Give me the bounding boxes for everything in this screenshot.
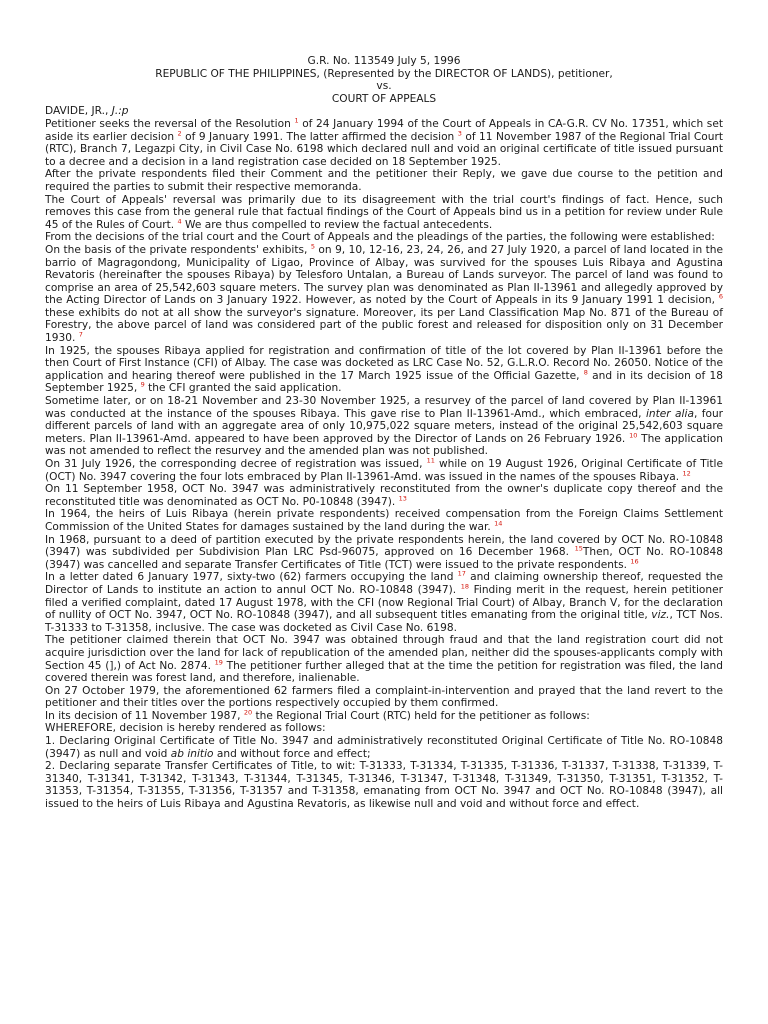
paragraph [45, 194, 723, 232]
footnote-ref[interactable]: 2 [177, 129, 182, 138]
petitioner-line: REPUBLIC OF THE PHILIPPINES, (Represented by the DIRECTOR OF LANDS), petitioner, [155, 67, 613, 80]
text-run: On the basis of the private respondents' exhibits, [45, 243, 311, 256]
paragraph [45, 118, 723, 168]
case-header [45, 55, 723, 105]
paragraph [45, 508, 723, 533]
footnote-ref[interactable]: 3 [457, 129, 462, 138]
italic-text: viz. [651, 609, 670, 622]
paragraph [45, 395, 723, 458]
text-run: and in its decision of 18 September 1925, [45, 369, 723, 395]
text-run: , four different parcels of land with an aggregate area of only 10,975,022 square meters, instead of the original 25,542,603 square meters. Plan II-13961-Amd. appeared to have been approved by the Director of Lands on 26 February 1926. [45, 407, 724, 445]
paragraph [45, 231, 723, 244]
footnote-ref[interactable]: 18 [460, 582, 470, 591]
text-run: Sometime later, or on 18-21 November and 23-30 November 1925, a resurvey of the parcel of land covered by Plan II-13961 was conducted at the instance of the spouses Ribaya. This gave rise to Plan II-13961-Amd., which embraced, [45, 395, 723, 420]
paragraph [45, 534, 723, 572]
text-run: these exhibits do not at all show the surveyor's signature. Moreover, its per Land Classification Map No. 871 of the Bureau of Forestry, the above parcel of land was considered part of the public forest and released for disposition only on 31 December 1930. [45, 306, 723, 345]
text-run: and claiming ownership thereof, requested the Director of Lands to institute an action to annul OCT No. RO-10848 (3947). [45, 571, 723, 596]
footnote-ref[interactable]: 16 [630, 557, 639, 566]
author-line [45, 105, 723, 118]
text-run: In 1968, pursuant to a deed of partition executed by the private respondents herein, the land covered by OCT No. RO-10848 (3947) was subdivided per Subdivision Plan LRC Psd-96075, approved on 16 December 1968. [45, 533, 723, 559]
footnote-ref[interactable]: 8 [583, 368, 588, 377]
footnote-ref[interactable]: 4 [177, 217, 182, 226]
paragraph [45, 685, 723, 710]
text-run: Petitioner seeks the reversal of the Resolution [45, 117, 295, 130]
text-run: of 11 November 1987 of the Regional Trial Court (RTC), Branch 7, Legazpi City, in Civil Case No. 6198 which declared null and void an original certificate of title issued pursuant to a decree and a decision in a land registration case decided on 18 September 1925. [45, 130, 724, 168]
footnote-ref[interactable]: 19 [214, 657, 223, 666]
paragraph [45, 244, 723, 345]
paragraph [45, 722, 723, 735]
text-run: On 27 October 1979, the aforementioned 62 farmers filed a complaint-in-intervention and prayed that the land revert to the petitioner and their titles over the portions respectively occupied by them confirmed. [45, 684, 723, 710]
text-run: , TCT Nos. T-31333 to T-31358, inclusive. The case was docketed as Civil Case No. 6198. [45, 609, 723, 634]
text-run: of 9 January 1991. The latter affirmed the decision [181, 130, 458, 143]
decision-body [45, 118, 723, 811]
italic-text: inter alia [645, 407, 694, 420]
text-run: while on 19 August 1926, Original Certificate of Title (OCT) No. 3947 covering the four lots embraced by Plan II-13961-Amd. was issued in the names of the spouses Ribaya. [45, 458, 723, 483]
footnote-ref[interactable]: 7 [78, 330, 83, 339]
italic-text: ab initio [170, 747, 214, 760]
text-run: the Regional Trial Court (RTC) held for the petitioner as follows: [252, 709, 590, 722]
footnote-ref[interactable]: 5 [310, 242, 315, 251]
paragraph [45, 571, 723, 634]
paragraph [45, 634, 723, 684]
text-run: After the private respondents filed their Comment and the petitioner their Reply, we gave due course to the petition and required the parties to submit their respective memoranda. [45, 168, 723, 193]
paragraph [45, 345, 723, 395]
paragraph [45, 735, 723, 760]
footnote-ref[interactable]: 15 [574, 544, 583, 553]
footnote-ref[interactable]: 13 [398, 494, 407, 503]
footnote-ref[interactable]: 1 [294, 116, 299, 125]
footnote-ref[interactable]: 17 [457, 569, 466, 578]
footnote-ref[interactable]: 10 [629, 431, 638, 440]
text-run: 1. Declaring Original Certificate of Title No. 3947 and administratively reconstituted Original Certificate of Title No. RO-10848 (3947) as null and void [45, 735, 723, 760]
paragraph [45, 168, 723, 193]
text-run: The petitioner claimed therein that OCT No. 3947 was obtained through fraud and that the land registration court did not acquire jurisdiction over the land for lack of republication of the amended plan, neither did the spouses-applicants comply with Section 45 (],) of Act No. 2874. [45, 634, 723, 672]
paragraph [45, 710, 723, 723]
text-run: The Court of Appeals' reversal was primarily due to its disagreement with the trial court's findings of fact. Hence, such removes this case from the general rule that factual findings of the Court of Appeals bind us in a petition for review under Rule 45 of the Rules of Court. [45, 193, 723, 231]
paragraph [45, 483, 723, 508]
footnote-ref[interactable]: 12 [682, 469, 691, 478]
text-run: The petitioner further alleged that at the time the petition for registration was filed, the land covered therein was forest land, and therefore, inalienable. [45, 659, 723, 685]
text-run: In 1925, the spouses Ribaya applied for registration and confirmation of title of the lot covered by Plan II-13961 before the then Court of First Instance (CFI) of Albay. The case was docketed as LRC Case No. 52, G.L.R.O. Record No. 26050. Notice of the application and hearing thereof were published in the 17 March 1925 issue of the Official Gazette, [45, 344, 723, 382]
footnote-ref[interactable]: 11 [426, 456, 435, 465]
text-run: 2. Declaring separate Transfer Certificates of Title, to wit: T-31333, T-31334, T-31335, T-31336, T-31337, T-31338, T-31339, T-31340, T-31341, T-31342, T-31343, T-31344, T-31345, T-31346, T-31347, T-31348, T-31349, T-31350, T-31351, T-31352, T-31353, T-31354, T-31355, T-31356, T-31357 and T-31358, emanating from OCT No. 3947 and OCT No. RO-10848 (3947), all issued to the heirs of Luis Ribaya and Agustina Revatoris, as likewise null and void and without force and effect. [45, 760, 723, 811]
text-run: Finding merit in the request, herein petitioner filed a verified complaint, dated 17 August 1978, with the CFI (now Regional Trial Court) of Albay, Branch V, for the declaration of nullity of OCT No. 3947, OCT No. RO-10848 (3947), and all subsequent titles emanating from the original title, [45, 583, 723, 622]
footnote-ref[interactable]: 14 [494, 519, 503, 528]
text-run: of 24 January 1994 of the Court of Appeals in CA-G.R. CV No. 17351, which set aside its earlier decision [45, 117, 723, 143]
text-run: On 31 July 1926, the corresponding decree of registration was issued, [45, 458, 427, 470]
versus-line: vs. [376, 80, 392, 93]
text-run: From the decisions of the trial court and the Court of Appeals and the pleadings of the parties, the following were established: [45, 231, 715, 244]
text-run: In its decision of 11 November 1987, [45, 709, 244, 722]
footnote-ref[interactable]: 6 [718, 292, 723, 301]
footnote-ref[interactable]: 9 [140, 380, 145, 389]
footnote-ref[interactable]: 20 [243, 708, 253, 717]
text-run: The application was not amended to reflect the resurvey and the amended plan was not published. [45, 432, 723, 458]
case-number: G.R. No. 113549 July 5, 1996 [307, 55, 461, 67]
text-run: In 1964, the heirs of Luis Ribaya (herein private respondents) received compensation from the Foreign Claims Settlement Commission of the United States for damages sustained by the land during the war. [45, 508, 723, 533]
text-run: Then, OCT No. RO-10848 (3947) was cancelled and separate Transfer Certificates of Title (TCT) were issued to the private respondents. [45, 546, 723, 571]
text-run: WHEREFORE, decision is hereby rendered as follows: [45, 722, 326, 735]
text-run: on 9, 10, 12-16, 23, 24, 26, and 27 July 1920, a parcel of land located in the barrio of Magragondong, Municipality of Ligao, Province of Albay, was survived for the spouses Luis Ribaya and Agustina Revatoris (hereinafter the spouses Ribaya) by Telesforo Untalan, a Bureau of Lands surveyor. The parcel of land was found to comprise an area of 25,542,603 square meters. The survey plan was denominated as Plan II-13961 and allegedly approved by the Acting Director of Lands on 3 January 1922. However, as noted by the Court of Appeals in its 9 January 1991 1 decision, [45, 243, 723, 307]
author-title: J.:p [111, 105, 129, 118]
respondent-line: COURT OF APPEALS [331, 92, 437, 105]
text-run: In a letter dated 6 January 1977, sixty-two (62) farmers occupying the land [45, 571, 458, 584]
paragraph [45, 760, 723, 810]
paragraph [45, 458, 723, 483]
text-run: We are thus compelled to review the factual antecedents. [181, 218, 493, 231]
author-name: DAVIDE, JR., [45, 105, 112, 118]
text-run: the CFI granted the said application. [144, 382, 342, 395]
text-run: and without force and effect; [213, 747, 371, 760]
text-run: On 11 September 1958, OCT No. 3947 was administratively reconstituted from the owner's duplicate copy thereof and the reconstituted title was denominated as OCT No. P0-10848 (3947). [45, 483, 723, 508]
